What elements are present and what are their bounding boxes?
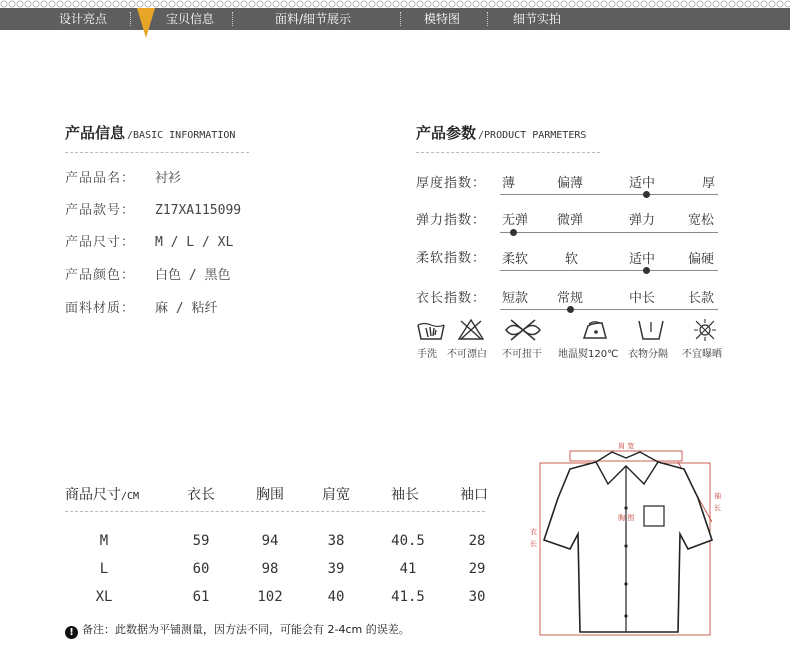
length-label-1: 衣 [530, 528, 537, 536]
info-title-text: 产品信息 [65, 124, 126, 142]
param-option: 微弹 [557, 213, 584, 228]
size-table-title-text: 商品尺寸 [65, 487, 121, 503]
param-scale-line [500, 194, 718, 195]
info-value: M / L / XL [155, 235, 234, 250]
sleeve-label-1: 袖 [714, 492, 721, 500]
care-label: 衣物分隔 [628, 349, 668, 360]
divider [65, 152, 249, 153]
param-option: 宽松 [688, 213, 715, 228]
length-label-2: 长 [530, 540, 537, 548]
info-row [65, 297, 217, 316]
low-iron-icon [580, 318, 610, 342]
size-table-header: 肩宽 [322, 487, 350, 503]
info-row [65, 167, 181, 186]
size-table-title [65, 484, 139, 504]
shirt-diagram [526, 436, 726, 638]
nav-item-detail-photos[interactable]: 细节实拍 [512, 12, 561, 26]
size-label: L [99, 561, 109, 577]
size-cell: 61 [192, 589, 210, 605]
params-subtitle: /PRODUCT PARMETERS [478, 130, 587, 141]
param-option: 无弹 [502, 213, 529, 228]
note-text: 备注：此数据为平铺测量，因方法不同，可能会有 2-4cm 的误差。 [82, 623, 410, 636]
warning-icon: ! [65, 626, 78, 639]
nav-lace-border [0, 0, 790, 8]
param-option: 适中 [629, 176, 656, 191]
param-option: 软 [565, 252, 579, 267]
size-cell: 40 [327, 589, 345, 605]
param-scale-line [500, 232, 718, 233]
param-label: 弹力指数： [416, 213, 487, 228]
info-label: 面料材质： [65, 301, 136, 316]
size-table-header: 袖长 [391, 487, 419, 503]
size-cell: 28 [468, 533, 486, 549]
size-cell: 60 [192, 561, 210, 577]
nav-item-model[interactable]: 模特图 [423, 12, 460, 26]
info-row [65, 199, 241, 218]
size-cell: 38 [327, 533, 345, 549]
params-title-text: 产品参数 [416, 124, 477, 142]
size-cell: 39 [327, 561, 345, 577]
info-label: 产品品名： [65, 171, 136, 186]
sleeve-label-2: 长 [714, 504, 721, 512]
param-option: 长款 [688, 291, 715, 306]
care-label: 不可漂白 [447, 349, 487, 360]
info-label: 产品尺寸： [65, 235, 136, 250]
param-option: 柔软 [502, 252, 529, 267]
nav-separator [130, 12, 131, 26]
size-cell: 29 [468, 561, 486, 577]
no-sun-dry-icon [690, 318, 720, 342]
param-indicator [510, 229, 517, 236]
size-cell: 59 [192, 533, 210, 549]
measurement-note [65, 621, 410, 639]
param-scale-line [500, 270, 718, 271]
size-cell: 41.5 [391, 589, 425, 605]
shoulder-measure-line [570, 451, 682, 461]
no-bleach-icon [456, 318, 486, 342]
info-value: Z17XA115099 [155, 203, 242, 218]
wash-separately-icon [636, 318, 666, 342]
chest-label: 胸 围 [618, 514, 635, 522]
size-table-header: 衣长 [187, 487, 215, 503]
info-row [65, 264, 230, 283]
params-title [416, 122, 586, 143]
param-option: 偏薄 [557, 176, 584, 191]
size-cell: 94 [261, 533, 279, 549]
nav-separator [400, 12, 401, 26]
size-table-header: 袖口 [460, 487, 488, 503]
info-label: 产品款号： [65, 203, 136, 218]
size-cell: 102 [257, 589, 283, 605]
size-cell: 41 [399, 561, 417, 577]
size-label: M [99, 533, 109, 549]
param-label: 衣长指数： [416, 291, 487, 306]
nav-item-product-info[interactable]: 宝贝信息 [165, 12, 214, 26]
param-option: 中长 [629, 291, 656, 306]
size-label: XL [95, 589, 113, 605]
info-label: 产品颜色： [65, 268, 136, 283]
param-option: 短款 [502, 291, 529, 306]
top-nav [0, 0, 790, 30]
nav-bar [0, 8, 790, 30]
care-label: 不可扭干 [502, 349, 542, 360]
nav-separator [487, 12, 488, 26]
size-cell: 98 [261, 561, 279, 577]
param-option: 适中 [629, 252, 656, 267]
info-value: 麻 / 粘纤 [155, 301, 218, 316]
param-option: 常规 [557, 291, 584, 306]
info-subtitle: /BASIC INFORMATION [127, 130, 236, 141]
param-indicator [643, 191, 650, 198]
info-value: 衬衫 [155, 171, 182, 186]
size-cell: 30 [468, 589, 486, 605]
param-indicator [567, 306, 574, 313]
info-row [65, 231, 233, 250]
divider [416, 152, 600, 153]
care-label: 地温熨120℃ [558, 349, 619, 360]
param-indicator [643, 267, 650, 274]
size-cell: 40.5 [391, 533, 425, 549]
nav-separator [232, 12, 233, 26]
no-wring-icon [503, 318, 543, 342]
divider [65, 511, 485, 512]
param-option: 薄 [502, 176, 516, 191]
info-value: 白色 / 黑色 [155, 268, 231, 283]
hand-wash-icon [416, 318, 446, 342]
care-label: 手洗 [417, 349, 437, 360]
param-option: 厚 [702, 176, 716, 191]
param-label: 柔软指数： [416, 251, 487, 266]
nav-item-design[interactable]: 设计亮点 [58, 12, 107, 26]
shoulder-label: 肩 宽 [618, 442, 635, 450]
size-table-unit: /CM [121, 491, 140, 502]
param-option: 弹力 [629, 213, 656, 228]
size-table-header: 胸围 [256, 487, 284, 503]
nav-item-fabric[interactable]: 面料/细节展示 [274, 12, 352, 26]
param-scale-line [500, 309, 718, 310]
param-label: 厚度指数： [416, 176, 487, 191]
info-title [65, 122, 235, 143]
nav-active-marker [137, 8, 155, 38]
param-option: 偏硬 [688, 252, 715, 267]
care-label: 不宜曝晒 [682, 349, 722, 360]
